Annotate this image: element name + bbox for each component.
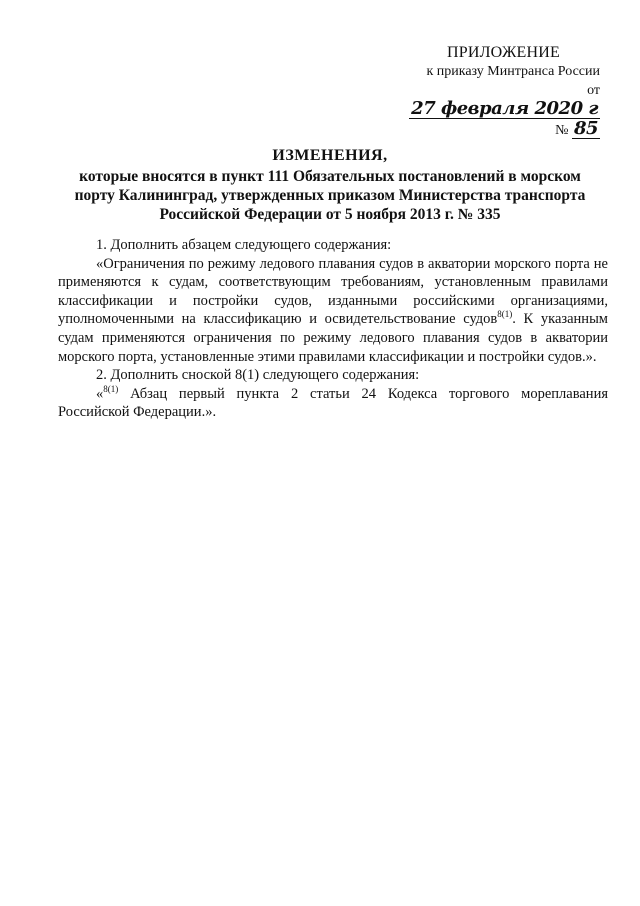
quote-1	[58, 255, 608, 367]
handwritten-number: 85	[573, 118, 598, 139]
document-heading	[60, 146, 600, 224]
appendix-block	[400, 44, 600, 140]
date-prefix: от	[587, 83, 600, 98]
appendix-order-line: к приказу Минтранса России	[426, 64, 600, 79]
document-body	[58, 236, 608, 422]
item-1: 1. Дополнить абзацем следующего содержания:	[96, 237, 392, 253]
number-prefix: №	[555, 123, 569, 138]
footnote-ref: 8(1)	[497, 309, 513, 320]
appendix-date-line	[400, 81, 600, 140]
handwritten-date: 27 февраля 2020 г	[411, 98, 598, 119]
appendix-title: ПРИЛОЖЕНИЕ	[446, 44, 560, 61]
quote-1-part-2: . К указанным судам применяются ограничения по режиму ледового плавания судов в акватории морского порта, установленные этими правилами классификации и постройки судов.».	[58, 311, 608, 365]
footnote-mark: 8(1)	[103, 383, 119, 394]
document-subtitle: которые вносятся в пункт 111 Обязательных постановлений в морском порту Калининград, утвержденных приказом Министерства транспорта Российской Федерации от 5 ноября 2013 г. № 335	[74, 168, 586, 223]
item-2: 2. Дополнить сноской 8(1) следующего содержания:	[96, 367, 420, 384]
quote-2-text: Абзац первый пункта 2 статьи 24 Кодекса торгового мореплавания Российской Федерации.».	[58, 385, 608, 421]
quote-1-part-1: «Ограничения по режиму ледового плавания судов в акватории морского порта не применяются к судам, соответствующим требованиям, установленным правилами классификации и постройки судов, изданными российскими организациями, уполномоченными на классификацию и освидетельствование судов	[58, 255, 608, 328]
quote-2-open: «	[96, 385, 104, 402]
document-title: ИЗМЕНЕНИЯ,	[272, 147, 388, 164]
quote-2	[58, 385, 608, 422]
